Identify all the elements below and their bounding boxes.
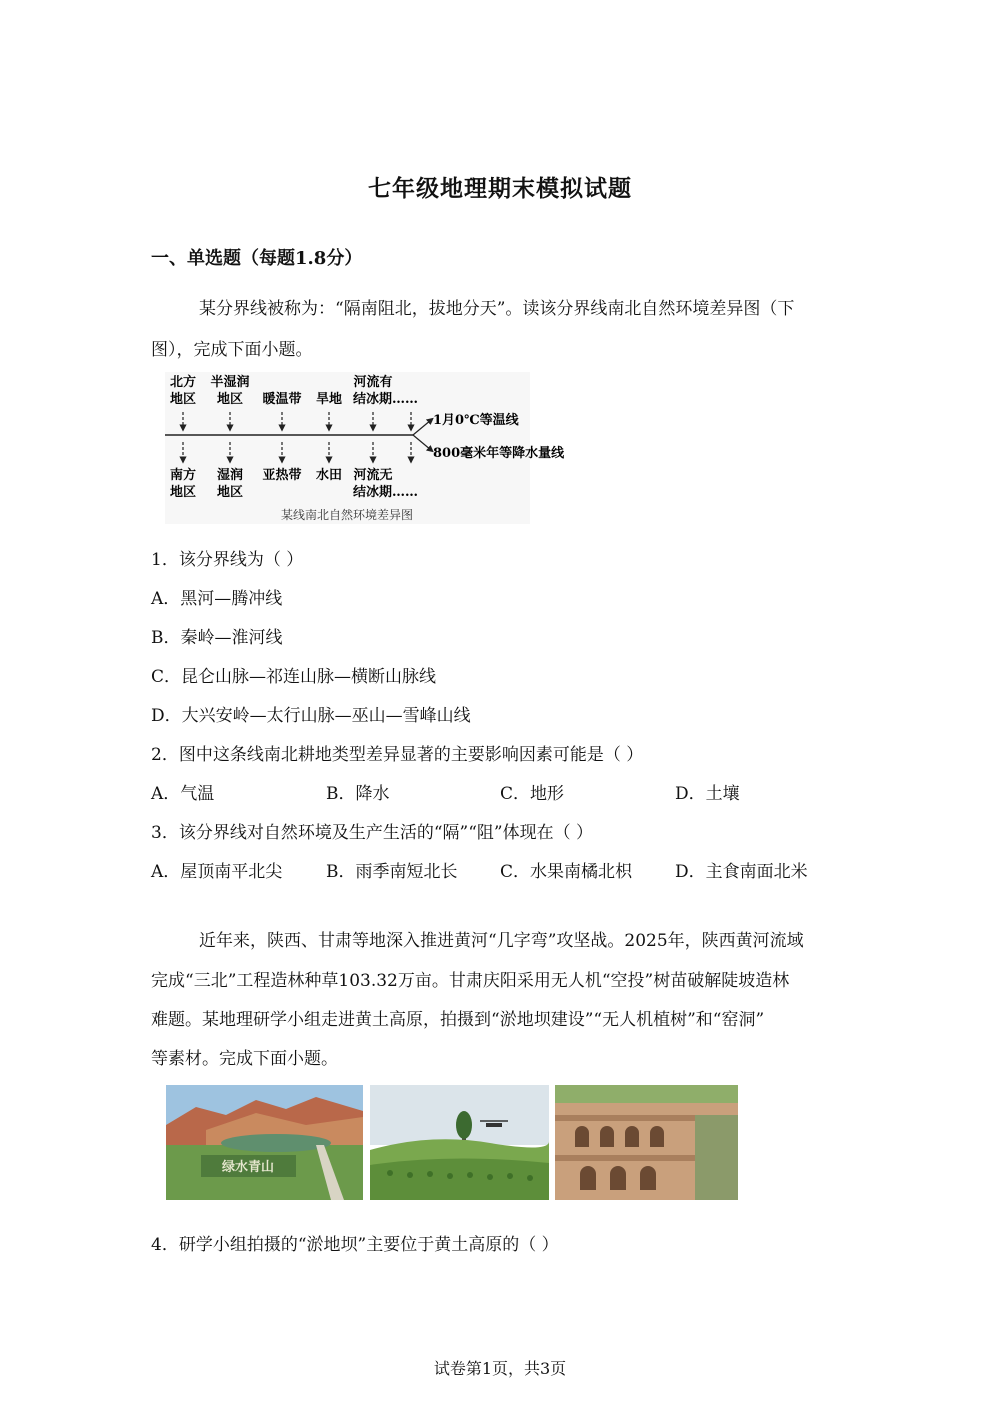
q1-option-c[interactable]: C．昆仑山脉—祁连山脉—横断山脉线 (151, 667, 437, 687)
q2-option-c[interactable]: C．地形 (500, 784, 565, 804)
q2-option-a[interactable]: A．气温 (151, 784, 215, 804)
isotherm-label: 1月0℃等温线 (433, 413, 519, 428)
north-label-1b: 地区 (169, 392, 197, 407)
south-label-4: 水田 (315, 468, 343, 483)
q3-option-c[interactable]: C．水果南橘北枳 (500, 862, 633, 882)
isohyet-label: 800毫米年等降水量线 (433, 446, 565, 461)
question-4-stem: 4．研学小组拍摄的“淤地坝”主要位于黄土高原的（ ） (151, 1235, 559, 1255)
q1-option-b[interactable]: B．秦岭—淮河线 (151, 628, 283, 648)
north-label-1a: 北方 (169, 375, 197, 390)
intro2-line4: 等素材。完成下面小题。 (151, 1049, 338, 1069)
q3-option-a[interactable]: A．屋顶南平北尖 (151, 862, 283, 882)
intro2-line3: 难题。某地理研学小组走进黄土高原，拍摄到“淤地坝建设”“无人机植树”和“窑洞” (151, 1010, 765, 1030)
intro2-line1: 近年来，陕西、甘肃等地深入推进黄河“几字弯”攻坚战。2025年，陕西黄河流域 (199, 931, 804, 951)
question-3-stem: 3．该分界线对自然环境及生产生活的“隔”“阻”体现在（ ） (151, 823, 593, 843)
south-label-3: 亚热带 (262, 468, 302, 483)
north-label-3: 暖温带 (262, 392, 302, 407)
section-heading: 一、单选题（每题1.8分） (151, 248, 363, 269)
page-footer: 试卷第1页，共3页 (433, 1359, 567, 1378)
north-label-5b: 结冰期…… (353, 392, 419, 407)
south-label-5a: 河流无 (353, 468, 393, 483)
intro2-line2: 完成“三北”工程造林种草103.32万亩。甘肃庆阳采用无人机“空投”树苗破解陡坡造林 (151, 971, 790, 991)
photo-sign-text: 绿水青山 (221, 1160, 275, 1175)
north-label-4: 旱地 (315, 392, 343, 407)
q2-option-b[interactable]: B．降水 (326, 784, 390, 804)
south-label-1a: 南方 (169, 468, 197, 483)
south-label-1b: 地区 (169, 485, 197, 500)
question-2-stem: 2．图中这条线南北耕地类型差异显著的主要影响因素可能是（ ） (151, 745, 644, 765)
north-label-5a: 河流有 (353, 375, 393, 390)
q1-option-a[interactable]: A．黑河—腾冲线 (151, 589, 283, 609)
south-label-2a: 湿润 (216, 468, 244, 483)
south-label-2b: 地区 (216, 485, 244, 500)
q1-option-d[interactable]: D．大兴安岭—太行山脉—巫山—雪峰山线 (151, 706, 471, 726)
figure-caption: 某线南北自然环境差异图 (280, 508, 414, 522)
intro1-line1: 某分界线被称为：“隔南阻北，拔地分天”。读该分界线南北自然环境差异图（下 (199, 299, 795, 319)
boundary-difference-figure (165, 372, 565, 524)
photo-drone-planting (370, 1085, 549, 1200)
question-1-stem: 1．该分界线为（ ） (151, 550, 304, 570)
q3-option-d[interactable]: D．主食南面北米 (675, 862, 808, 882)
north-label-2b: 地区 (216, 392, 244, 407)
page-title: 七年级地理期末模拟试题 (368, 175, 632, 202)
north-label-2a: 半湿润 (210, 375, 250, 390)
photo-check-dam (166, 1085, 363, 1200)
boundary-diagram (165, 372, 565, 524)
south-label-5b: 结冰期…… (353, 485, 419, 500)
intro1-line2: 图），完成下面小题。 (151, 340, 313, 360)
photo-cave-dwellings (555, 1085, 738, 1200)
q2-option-d[interactable]: D．土壤 (675, 784, 740, 804)
q3-option-b[interactable]: B．雨季南短北长 (326, 862, 458, 882)
